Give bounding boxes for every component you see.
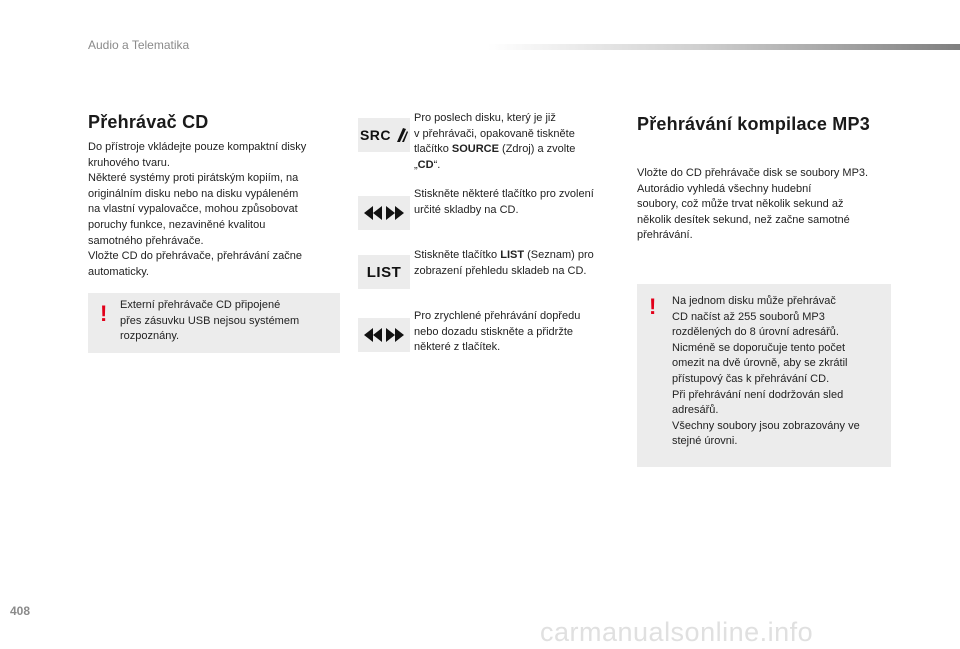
- section-title: Audio a Telematika: [88, 38, 190, 52]
- note-line: Na jednom disku může přehrávač: [672, 295, 836, 307]
- note-line: Nicméně se doporučuje tento počet: [672, 341, 846, 354]
- text-line: přehrávání.: [637, 229, 693, 242]
- src-instruction: [414, 111, 604, 173]
- text-fragment: tlačítko: [414, 143, 452, 156]
- list-button-icon: [358, 255, 410, 289]
- text-line: poruchy funkce, nezaviněné kvalitou: [88, 218, 266, 231]
- list-instruction: [414, 248, 604, 279]
- text-line: zobrazení přehledu skladeb na CD.: [414, 264, 587, 277]
- watermark: carmanualsonline.info: [540, 617, 814, 647]
- text-line: samotného přehrávače.: [88, 234, 204, 247]
- text-line: Pro poslech disku, který je již: [414, 112, 556, 124]
- text-line: [414, 248, 604, 264]
- text-line: Vložte do CD přehrávače disk se soubory MP3.: [637, 167, 869, 179]
- text-line: na vlastní vypalovačce, mohou způsobovat: [88, 203, 298, 216]
- fast-play-instruction: [414, 309, 604, 356]
- mp3-text: [637, 166, 907, 244]
- track-select-instruction: [414, 187, 604, 218]
- note-line: rozpoznány.: [120, 330, 180, 343]
- text-fragment: (Zdroj) a zvolte: [498, 143, 576, 156]
- cd-player-text: [88, 140, 338, 280]
- note-line: stejné úrovni.: [672, 435, 738, 448]
- heading-cd-player: Přehrávač CD: [88, 112, 209, 132]
- warning-icon: !: [100, 301, 108, 326]
- skip-buttons-icon: [358, 196, 410, 230]
- text-fragment: “.: [433, 158, 441, 171]
- header-gradient-bar: [488, 44, 960, 50]
- text-line: několik desítek sekund, než začne samotné: [637, 213, 850, 226]
- note-line: CD načíst až 255 souborů MP3: [672, 310, 825, 323]
- fast-forward-rewind-icon: [358, 318, 410, 352]
- text-line: Vložte CD do přehrávače, přehrávání začne: [88, 250, 303, 263]
- text-line: Autorádio vyhledá všechny hudební: [637, 182, 812, 195]
- text-line: Některé systémy proti pirátským kopiím, na: [88, 172, 299, 185]
- text-line: [414, 142, 604, 158]
- page-number: 408: [10, 604, 31, 618]
- warning-icon: !: [649, 294, 657, 319]
- text-line: Do přístroje vkládejte pouze kompaktní disky: [88, 141, 307, 153]
- text-line: některé z tlačítek.: [414, 341, 501, 354]
- source-keyword: SOURCE: [451, 143, 499, 156]
- text-line: kruhového tvaru.: [88, 156, 170, 169]
- note-line: Všechny soubory jsou zobrazovány ve: [672, 419, 860, 432]
- fast-skip-icon: [362, 327, 406, 343]
- text-fragment: (Seznam) pro: [524, 249, 594, 261]
- phone-icon: [394, 127, 408, 143]
- note-line: omezit na dvě úrovně, aby se zkrátil: [672, 357, 848, 370]
- list-keyword: LIST: [500, 249, 525, 261]
- list-label: LIST: [366, 263, 402, 281]
- text-line: automaticky.: [88, 265, 149, 278]
- src-button-icon: [358, 118, 410, 152]
- text-line: v přehrávači, opakovaně tiskněte: [414, 127, 575, 140]
- heading-mp3-compilation: Přehrávání kompilace MP3: [637, 114, 870, 134]
- text-line: [414, 158, 604, 174]
- note-line: rozdělených do 8 úrovní adresářů.: [672, 326, 839, 339]
- src-label: SRC: [359, 127, 392, 143]
- cd-keyword: CD: [417, 158, 434, 171]
- prev-next-icon: [362, 205, 406, 221]
- note-line: adresářů.: [672, 404, 719, 417]
- note-line: Při přehrávání není dodržován sled: [672, 388, 844, 401]
- note-mp3-limits: [637, 284, 891, 467]
- text-fragment: „: [414, 158, 418, 171]
- text-line: Stiskněte některé tlačítko pro zvolení: [414, 188, 594, 200]
- text-fragment: Stiskněte tlačítko: [414, 249, 501, 261]
- note-line: Externí přehrávače CD připojené: [120, 299, 281, 311]
- note-usb: [88, 293, 340, 353]
- text-line: soubory, což může trvat několik sekund až: [637, 198, 844, 211]
- note-line: přes zásuvku USB nejsou systémem: [120, 314, 300, 327]
- text-line: Pro zrychlené přehrávání dopředu: [414, 310, 581, 322]
- text-line: originálním disku nebo na disku vypáleném: [88, 187, 299, 200]
- text-line: nebo dozadu stiskněte a přidržte: [414, 325, 573, 338]
- text-line: určité skladby na CD.: [414, 203, 519, 216]
- note-line: přístupový čas k přehrávání CD.: [672, 372, 830, 385]
